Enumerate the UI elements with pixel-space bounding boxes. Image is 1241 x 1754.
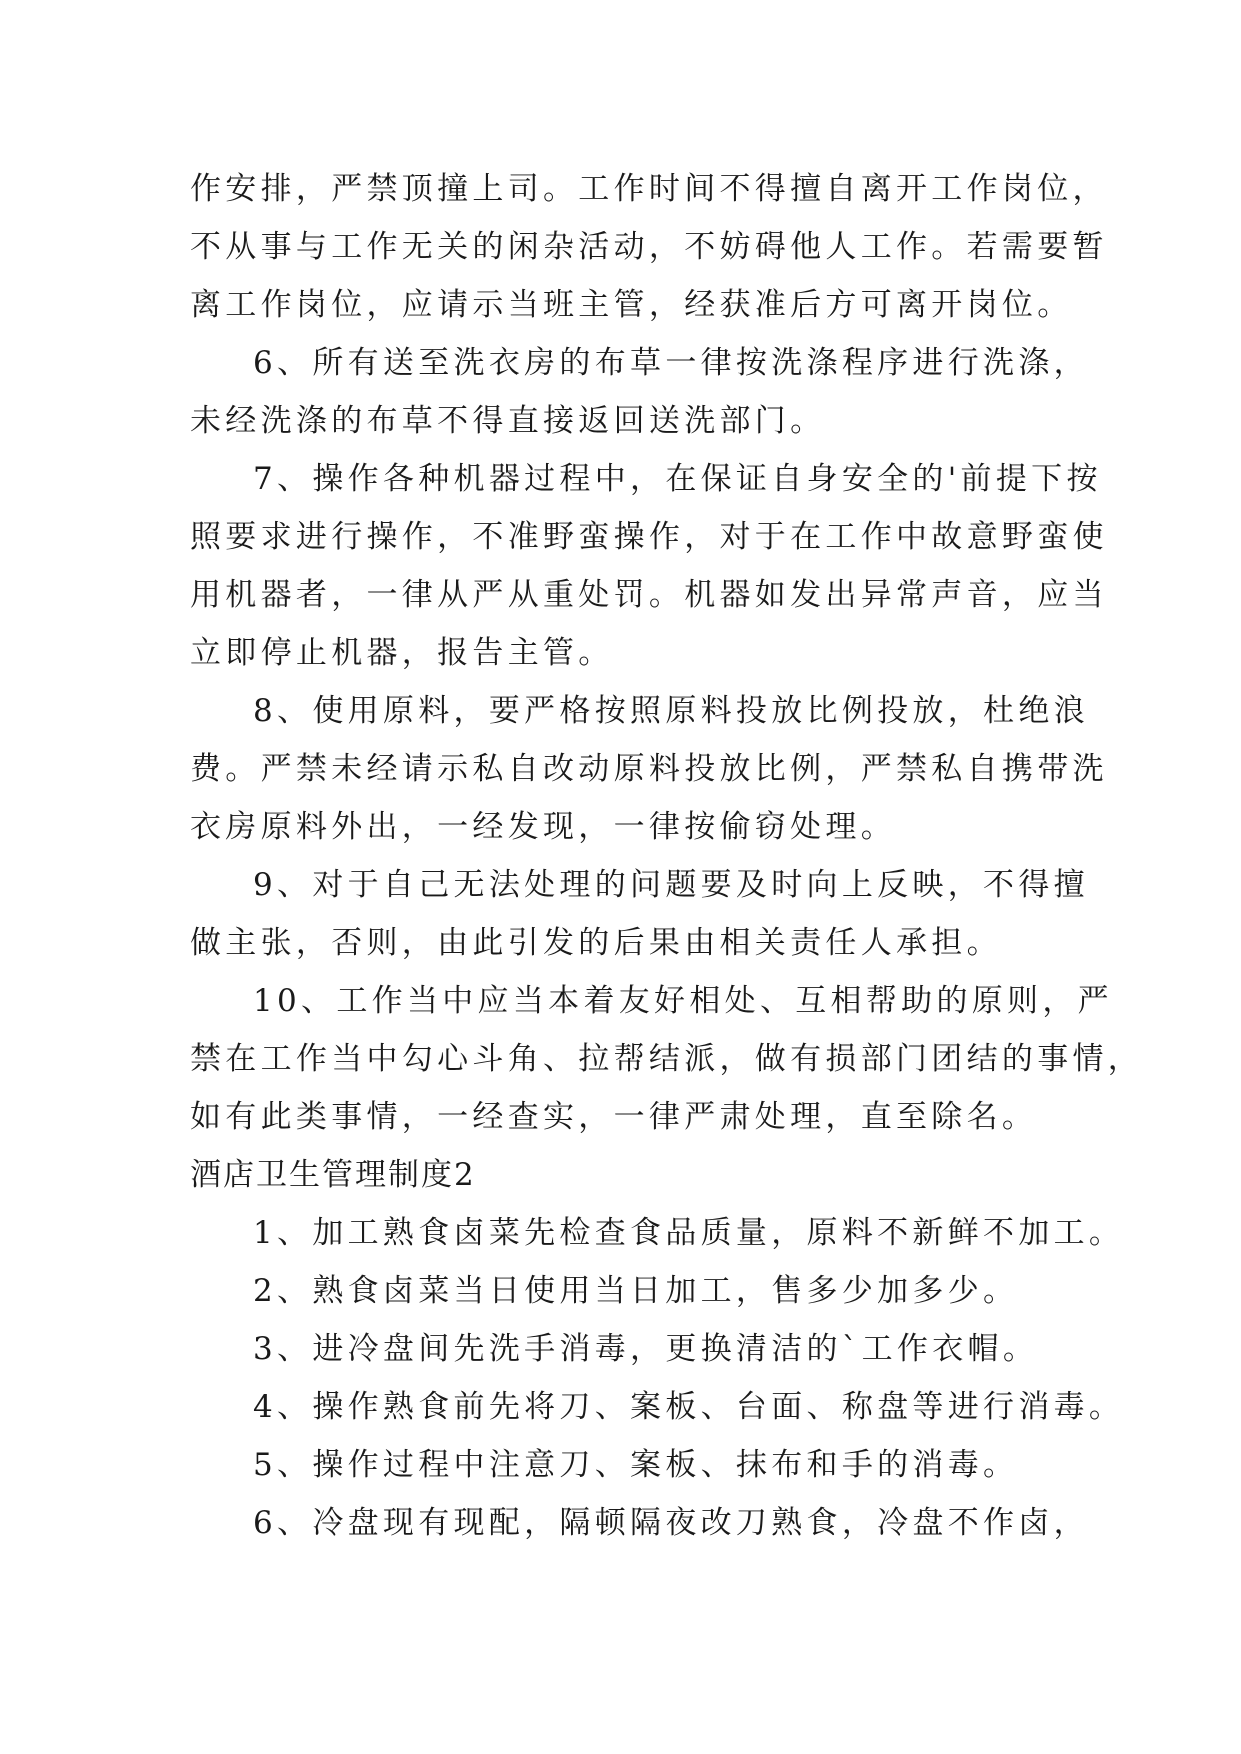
list-item-10: 10、工作当中应当本着友好相处、互相帮助的原则，严 — [253, 983, 1113, 1019]
list-item-8: 8、使用原料，要严格按照原料投放比例投放，杜绝浪 — [253, 693, 1089, 729]
section-heading: 酒店卫生管理制度2 — [190, 1157, 476, 1193]
list-item-5: 5、操作过程中注意刀、案板、抹布和手的消毒。 — [253, 1447, 1019, 1483]
text-line: 不从事与工作无关的闲杂活动，不妨碍他人工作。若需要暂 — [190, 229, 1108, 265]
list-item-7: 7、操作各种机器过程中，在保证自身安全的'前提下按 — [253, 461, 1102, 497]
text-line: 如有此类事情，一经查实，一律严肃处理，直至除名。 — [190, 1099, 1038, 1135]
text-line: 立即停止机器，报告主管。 — [190, 635, 614, 671]
text-line: 做主张，否则，由此引发的后果由相关责任人承担。 — [190, 925, 1002, 961]
list-item-1: 1、加工熟食卤菜先检查食品质量，原料不新鲜不加工。 — [253, 1215, 1125, 1251]
text-line: 衣房原料外出，一经发现，一律按偷窃处理。 — [190, 809, 896, 845]
list-item-3: 3、进冷盘间先洗手消毒，更换清洁的`工作衣帽。 — [253, 1331, 1039, 1367]
text-line: 用机器者，一律从严从重处罚。机器如发出异常声音，应当 — [190, 577, 1108, 613]
list-item-2: 2、熟食卤菜当日使用当日加工，售多少加多少。 — [253, 1273, 1019, 1309]
text-line: 费。严禁未经请示私自改动原料投放比例，严禁私自携带洗 — [190, 751, 1108, 787]
text-line: 禁在工作当中勾心斗角、拉帮结派，做有损部门团结的事情， — [190, 1041, 1144, 1077]
list-item-6b: 6、冷盘现有现配，隔顿隔夜改刀熟食，冷盘不作卤， — [253, 1505, 1089, 1541]
list-item-6: 6、所有送至洗衣房的布草一律按洗涤程序进行洗涤， — [253, 345, 1089, 381]
text-line: 未经洗涤的布草不得直接返回送洗部门。 — [190, 403, 826, 439]
list-item-4: 4、操作熟食前先将刀、案板、台面、称盘等进行消毒。 — [253, 1389, 1125, 1425]
text-line: 照要求进行操作，不准野蛮操作，对于在工作中故意野蛮使 — [190, 519, 1108, 555]
list-item-9: 9、对于自己无法处理的问题要及时向上反映，不得擅 — [253, 867, 1089, 903]
document-body — [190, 160, 1144, 1552]
text-line: 离工作岗位，应请示当班主管，经获准后方可离开岗位。 — [190, 287, 1073, 323]
text-line: 作安排，严禁顶撞上司。工作时间不得擅自离开工作岗位， — [190, 171, 1108, 207]
